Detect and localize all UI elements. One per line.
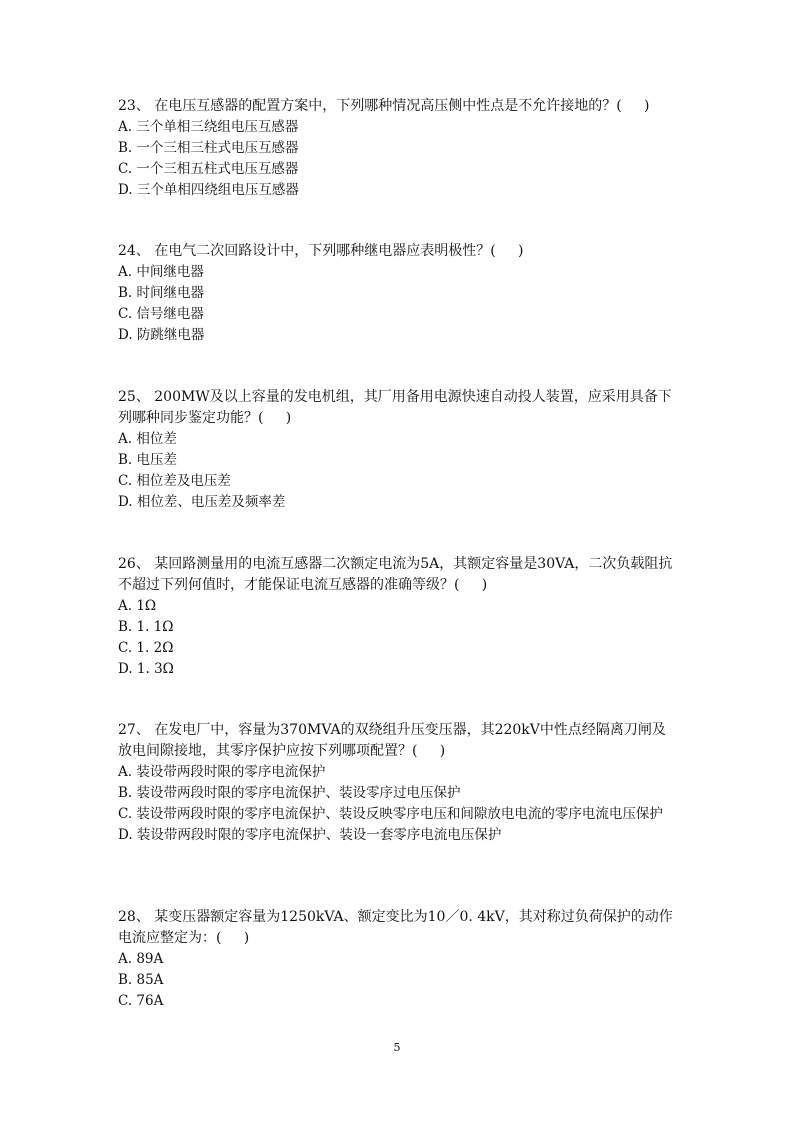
question-26 — [118, 554, 678, 680]
option-b: B. 装设带两段时限的零序电流保护、装设零序过电压保护 — [118, 785, 461, 801]
option-list — [118, 762, 678, 846]
option-a: A. 三个单相三绕组电压互感器 — [118, 119, 299, 135]
option-a: A. 中间继电器 — [118, 264, 204, 280]
question-28 — [118, 907, 678, 1012]
option-list — [118, 596, 678, 680]
question-27 — [118, 720, 678, 846]
question-text: 27、 在发电厂中，容量为370MVA的双绕组升压变压器，其220kV中性点经隔离刀闸及放电间隙接地，其零序保护应按下列哪项配置？( ) — [118, 722, 666, 759]
option-d: D. 装设带两段时限的零序电流保护、装设一套零序电流电压保护 — [118, 827, 502, 843]
option-list — [118, 262, 678, 346]
option-b: B. 一个三相三柱式电压互感器 — [118, 140, 299, 156]
option-c: C. 信号继电器 — [118, 306, 204, 322]
question-24 — [118, 241, 678, 346]
option-b: B. 85A — [118, 972, 164, 988]
option-d: D. 1. 3Ω — [118, 661, 174, 677]
option-list — [118, 117, 678, 201]
question-text: 23、 在电压互感器的配置方案中，下列哪种情况高压侧中性点是不允许接地的？( ) — [118, 98, 650, 114]
option-b: B. 时间继电器 — [118, 285, 205, 301]
option-c: C. 相位差及电压差 — [118, 473, 231, 489]
option-c: C. 1. 2Ω — [118, 640, 174, 656]
option-list — [118, 949, 678, 1012]
option-d: D. 防跳继电器 — [118, 327, 205, 343]
option-b: B. 电压差 — [118, 452, 178, 468]
question-text: 26、 某回路测量用的电流互感器二次额定电流为5A，其额定容量是30VA，二次负载阻抗不超过下列何值时，才能保证电流互感器的准确等级？( ) — [118, 556, 673, 593]
option-a: A. 89A — [118, 951, 164, 967]
page-number: 5 — [393, 1041, 401, 1054]
option-d: D. 三个单相四绕组电压互感器 — [118, 182, 299, 198]
option-list — [118, 429, 678, 513]
option-c: C. 76A — [118, 993, 164, 1009]
option-a: A. 装设带两段时限的零序电流保护 — [118, 764, 326, 780]
question-25 — [118, 387, 678, 513]
option-a: A. 1Ω — [118, 598, 157, 614]
question-text: 24、 在电气二次回路设计中，下列哪种继电器应表明极性？( ) — [118, 243, 524, 259]
option-c: C. 一个三相五柱式电压互感器 — [118, 161, 299, 177]
option-c: C. 装设带两段时限的零序电流保护、装设反映零序电压和间隙放电电流的零序电流电压保护 — [118, 806, 663, 822]
option-a: A. 相位差 — [118, 431, 177, 447]
question-23 — [118, 96, 678, 201]
question-text: 28、 某变压器额定容量为1250kVA、额定变比为10／0. 4kV，其对称过负荷保护的动作电流应整定为：( ) — [118, 909, 673, 946]
option-b: B. 1. 1Ω — [118, 619, 174, 635]
option-d: D. 相位差、电压差及频率差 — [118, 494, 286, 510]
question-text: 25、 200MW及以上容量的发电机组，其厂用备用电源快速自动投人装置，应采用具备下列哪种同步鉴定功能？( ) — [118, 389, 672, 426]
